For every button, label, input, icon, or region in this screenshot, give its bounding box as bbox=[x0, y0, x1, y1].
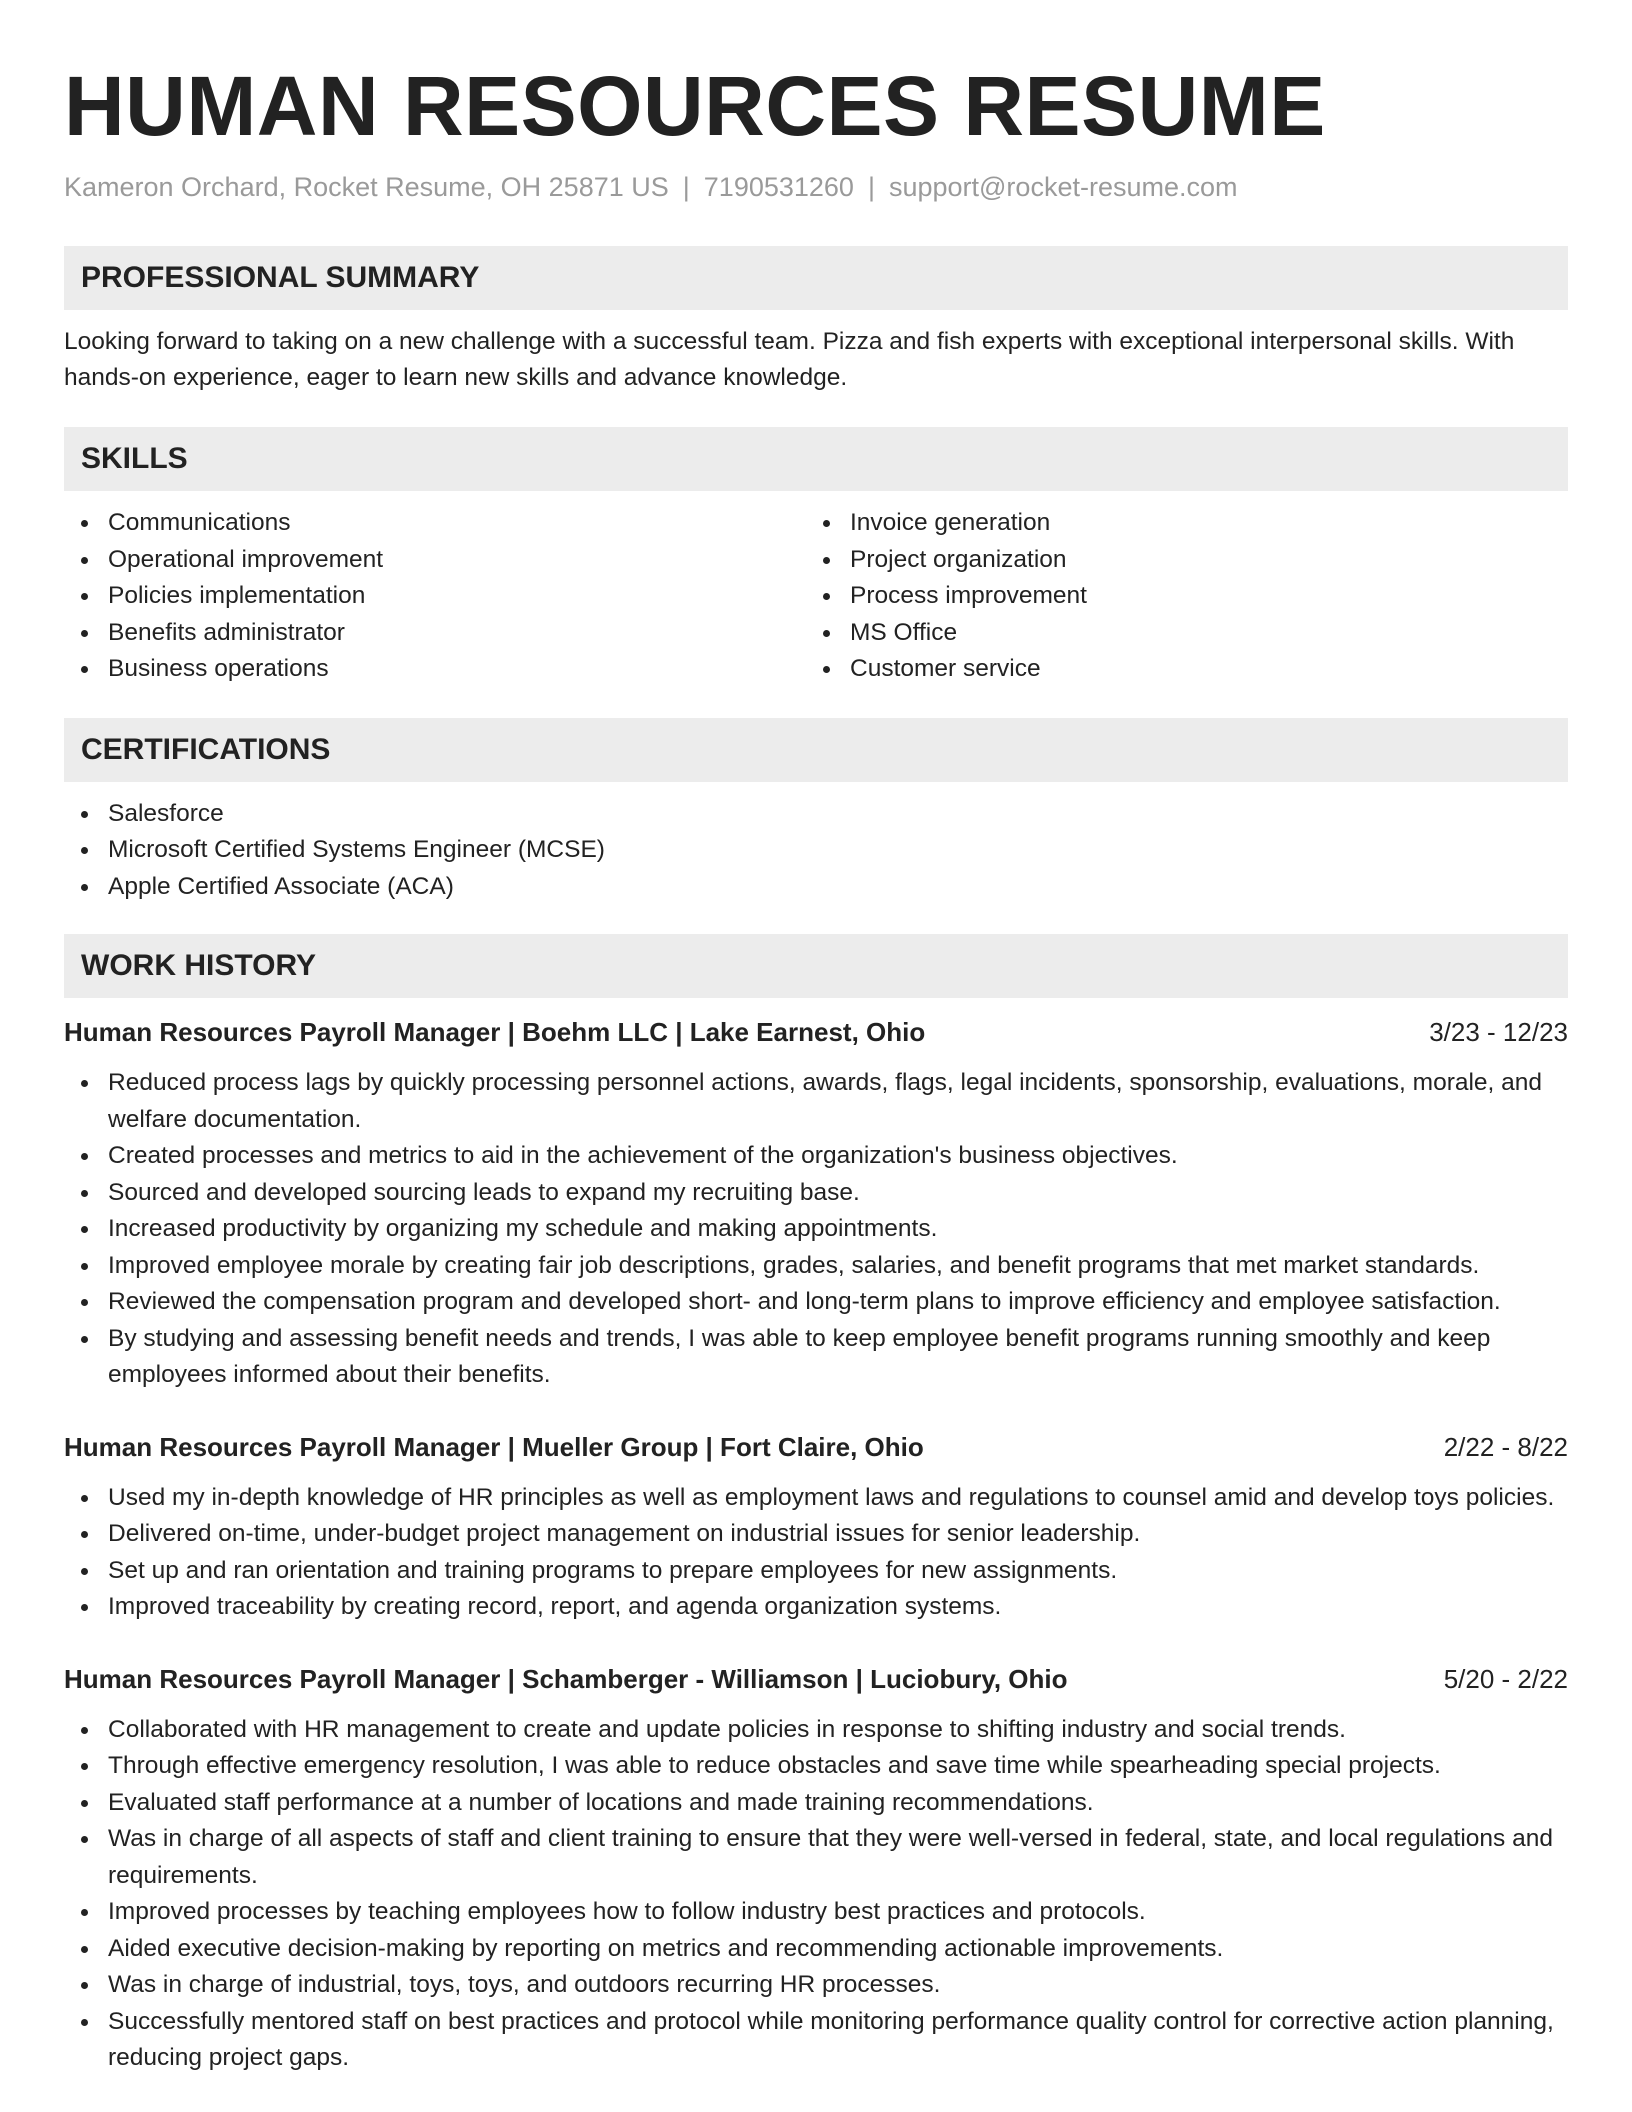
job-dates: 3/23 - 12/23 bbox=[1429, 1017, 1568, 1047]
job-bullet: Set up and ran orientation and training programs to prepare employees for new assignments. bbox=[64, 1553, 1568, 1590]
job-entry bbox=[64, 1013, 1568, 1394]
job-bullet: Through effective emergency resolution, I was able to reduce obstacles and save time while spearheading special projects. bbox=[64, 1748, 1568, 1785]
job-bullet: Sourced and developed sourcing leads to expand my recruiting base. bbox=[64, 1175, 1568, 1212]
job-bullet: Improved employee morale by creating fair job descriptions, grades, salaries, and benefit programs that met market standards. bbox=[64, 1248, 1568, 1285]
job-header bbox=[64, 1013, 1568, 1051]
job-bullet: Increased productivity by organizing my schedule and making appointments. bbox=[64, 1211, 1568, 1248]
page-title: HUMAN RESOURCES RESUME bbox=[64, 59, 1326, 153]
job-bullet: Improved processes by teaching employees how to follow industry best practices and protocols. bbox=[64, 1894, 1568, 1931]
job-header bbox=[64, 1660, 1568, 1698]
contact-line bbox=[64, 168, 1568, 206]
skill-item: Benefits administrator bbox=[64, 615, 806, 652]
job-header bbox=[64, 1428, 1568, 1466]
skills-list bbox=[64, 505, 1568, 688]
job-bullet: By studying and assessing benefit needs and trends, I was able to keep employee benefit programs running smoothly and keep employees informed about their benefits. bbox=[64, 1321, 1568, 1394]
skill-item: Project organization bbox=[806, 542, 1548, 579]
job-bullet: Improved traceability by creating record, report, and agenda organization systems. bbox=[64, 1589, 1568, 1626]
skill-item: Process improvement bbox=[806, 578, 1548, 615]
job-bullet: Aided executive decision-making by reporting on metrics and recommending actionable improvements. bbox=[64, 1931, 1568, 1968]
job-dates: 5/20 - 2/22 bbox=[1443, 1663, 1568, 1694]
job-bullet: Reduced process lags by quickly processing personnel actions, awards, flags, legal incidents, sponsorship, evaluations, morale, and welfare documentation. bbox=[64, 1065, 1568, 1138]
skill-item: MS Office bbox=[806, 615, 1548, 652]
job-bullets bbox=[64, 1065, 1568, 1394]
skill-item: Policies implementation bbox=[64, 578, 806, 615]
job-title: Human Resources Payroll Manager | Boehm LLC | Lake Earnest, Ohio bbox=[64, 1017, 926, 1047]
job-entry bbox=[64, 1660, 1568, 2077]
job-title: Human Resources Payroll Manager | Schamberger - Williamson | Luciobury, Ohio bbox=[64, 1663, 1068, 1694]
job-bullet: Used my in-depth knowledge of HR principles as well as employment laws and regulations to counsel amid and develop toys policies. bbox=[64, 1480, 1568, 1517]
section-header-certifications: CERTIFICATIONS bbox=[64, 718, 1568, 782]
job-bullet: Created processes and metrics to aid in the achievement of the organization's business objectives. bbox=[64, 1138, 1568, 1175]
job-title: Human Resources Payroll Manager | Mueller Group | Fort Claire, Ohio bbox=[64, 1431, 924, 1462]
job-bullet: Was in charge of all aspects of staff and client training to ensure that they were well-versed in federal, state, and local regulations and requirements. bbox=[64, 1821, 1568, 1894]
contact-separator: | bbox=[867, 172, 875, 202]
contact-address: Kameron Orchard, Rocket Resume, OH 25871 US bbox=[64, 172, 669, 202]
job-bullet: Was in charge of industrial, toys, toys, and outdoors recurring HR processes. bbox=[64, 1967, 1568, 2004]
job-bullet: Collaborated with HR management to create and update policies in response to shifting industry and social trends. bbox=[64, 1712, 1568, 1749]
job-dates: 2/22 - 8/22 bbox=[1443, 1431, 1568, 1462]
job-entry bbox=[64, 1428, 1568, 1626]
job-bullets bbox=[64, 1480, 1568, 1626]
certifications-list bbox=[64, 796, 1568, 906]
section-header-summary: PROFESSIONAL SUMMARY bbox=[64, 246, 1568, 310]
skills-column-left bbox=[64, 505, 806, 688]
job-bullet: Delivered on-time, under-budget project management on industrial issues for senior leadership. bbox=[64, 1516, 1568, 1553]
contact-separator: | bbox=[682, 172, 690, 202]
certification-item: Microsoft Certified Systems Engineer (MCSE) bbox=[64, 832, 1568, 869]
certification-item: Salesforce bbox=[64, 796, 1568, 833]
skill-item: Customer service bbox=[806, 651, 1548, 688]
skill-item: Invoice generation bbox=[806, 505, 1548, 542]
skills-column-right bbox=[806, 505, 1548, 688]
section-header-work-history: WORK HISTORY bbox=[64, 934, 1568, 998]
job-bullet: Reviewed the compensation program and developed short- and long-term plans to improve efficiency and employee satisfaction. bbox=[64, 1284, 1568, 1321]
job-bullet: Evaluated staff performance at a number of locations and made training recommendations. bbox=[64, 1785, 1568, 1822]
skill-item: Operational improvement bbox=[64, 542, 806, 579]
skill-item: Communications bbox=[64, 505, 806, 542]
summary-text: Looking forward to taking on a new challenge with a successful team. Pizza and fish experts with exceptional interpersonal skills. With hands-on experience, eager to learn new skills and advance knowledge. bbox=[64, 328, 1515, 391]
skill-item: Business operations bbox=[64, 651, 806, 688]
certification-item: Apple Certified Associate (ACA) bbox=[64, 869, 1568, 906]
contact-email: support@rocket-resume.com bbox=[888, 172, 1238, 202]
job-bullet: Successfully mentored staff on best practices and protocol while monitoring performance quality control for corrective action planning, reducing project gaps. bbox=[64, 2004, 1568, 2077]
job-bullets bbox=[64, 1712, 1568, 2077]
section-header-skills: SKILLS bbox=[64, 427, 1568, 491]
contact-phone: 7190531260 bbox=[703, 172, 854, 202]
